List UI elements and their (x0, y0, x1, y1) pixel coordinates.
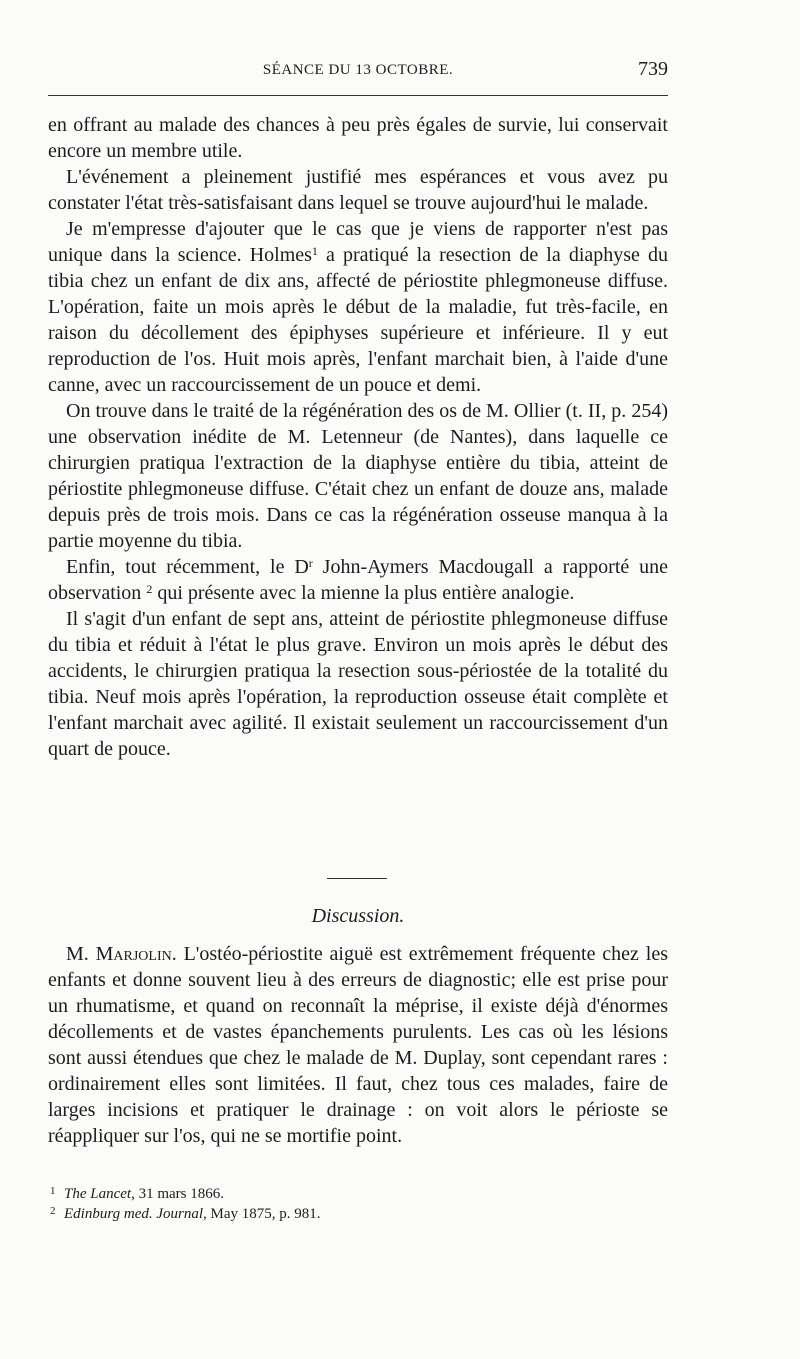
paragraph-ollier-case: On trouve dans le traité de la régénération des os de M. Ollier (t. II, p. 254) une observation inédite de M. Letenneur (de Nantes), dans laquelle ce chirurgien pratiqua l'extraction de la diaphyse entière du tibia, atteint de périostite phlegmoneuse diffuse. C'était chez un enfant de douze ans, malade depuis près de trois mois. Dans ce cas la régénération osseuse manqua à la partie moyenne du tibia. (48, 400, 668, 552)
section-heading: Discussion. (311, 905, 405, 927)
footnote-details: May 1875, p. 981. (206, 1206, 321, 1222)
paragraph-continuation: en offrant au malade des chances à peu près égales de survie, lui conservait encore un membre utile. (48, 114, 668, 162)
paragraph-seven-year-old-case: Il s'agit d'un enfant de sept ans, atteint de périostite phlegmoneuse diffuse du tibia et réduit à l'état le plus grave. Environ un mois après le début des accidents, le chirurgien pratiqua la resection sous-périostée de la totalité du tibia. Neuf mois après l'opération, la reproduction osseuse était complète et l'enfant marchait avec agilité. Il existait seulement un raccourcissement d'un quart de pouce. (48, 608, 668, 760)
running-head (48, 58, 668, 86)
footnote-source: The Lancet, (64, 1186, 135, 1202)
paragraph-holmes-case (48, 216, 668, 398)
footnote-mark: 2 (50, 1205, 56, 1217)
speaker-name: M. Marjolin. (66, 943, 177, 965)
footnote-ref-2[interactable]: 2 (146, 582, 153, 596)
running-title: SÉANCE DU 13 OCTOBRE. (262, 62, 454, 78)
paragraph-outcome: L'événement a pleinement justifié mes espérances et vous avez pu constater l'état très-satisfaisant dans lequel se trouve aujourd'hui le malade. (48, 166, 668, 214)
footnote-ref-1[interactable]: 1 (311, 244, 318, 258)
footnotes (48, 1184, 668, 1224)
footnote-source: Edinburg med. Journal, (64, 1206, 207, 1222)
discussion-text (48, 941, 668, 1149)
doctor-abbrev-sup: r (308, 556, 313, 570)
text-run: Enfin, tout récemment, le D (66, 556, 309, 578)
footnote-details: 31 mars 1866. (134, 1186, 224, 1202)
section-divider (327, 878, 387, 879)
footnote-1 (48, 1184, 668, 1204)
discussion-paragraph (48, 941, 668, 1149)
paragraph-macdougall-case (48, 554, 668, 606)
speech-text: L'ostéo-périostite aiguë est extrêmement fréquente chez les enfants et donne souvent lieu à des erreurs de diagnostic; elle est prise pour un rhumatisme, et quand on reconnaît la méprise, il existe déjà d'énormes décollements et de vastes épanchements purulents. Les cas où les lésions sont aussi étendues que chez le malade de M. Duplay, sont cependant rares : ordinairement elles sont limitées. Il faut, chez tous ces malades, faire de larges incisions et pratiquer le drainage : on voit alors le périoste se réappliquer sur l'os, qui ne se mortifie point. (48, 943, 668, 1147)
text-run: John-Aymers Macdougall a rapporté une observation (48, 556, 669, 604)
footnote-2 (48, 1204, 668, 1224)
text-run: Je m'empresse d'ajouter que le cas que je viens de rapporter n'est pas unique dans la science. Holmes (48, 218, 668, 266)
text-run: a pratiqué la resection de la diaphyse du tibia chez un enfant de dix ans, affecté de périostite phlegmoneuse diffuse. L'opération, faite un mois après le début de la maladie, fut très-facile, en raison du décollement des épiphyses supérieure et inférieure. Il y eut reproduction de l'os. Huit mois après, l'enfant marchait bien, à l'aide d'une canne, avec un raccourcissement de un pouce et demi. (48, 244, 668, 396)
page-number: 739 (638, 58, 668, 80)
footnote-mark: 1 (50, 1185, 56, 1197)
main-text (48, 112, 668, 762)
header-rule (48, 95, 668, 96)
text-run: qui présente avec la mienne la plus entière analogie. (152, 582, 575, 604)
